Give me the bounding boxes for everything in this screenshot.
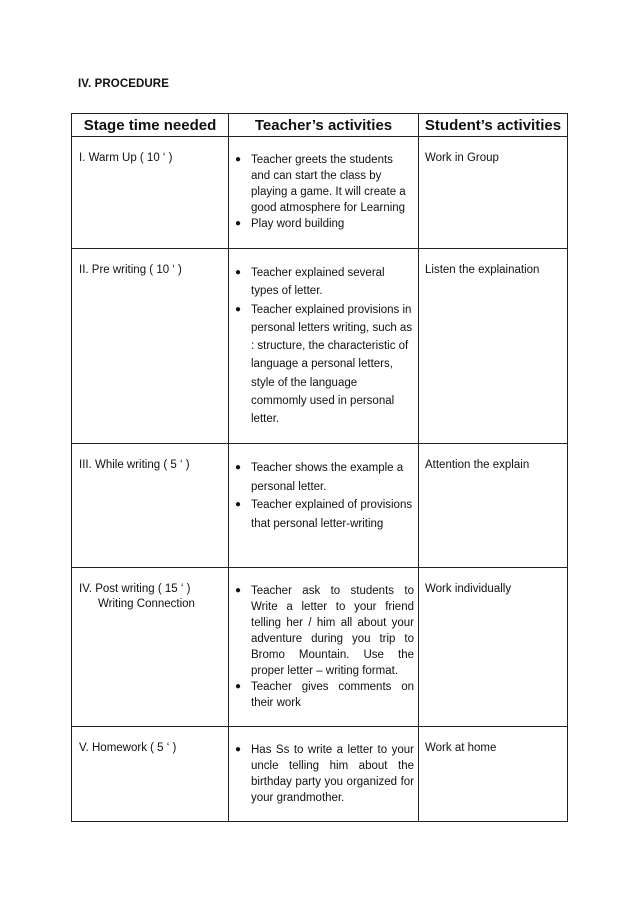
student-activity: Attention the explain [425, 459, 530, 471]
teacher-cell [229, 137, 419, 249]
list-item: ● Teacher ask to students to Write a letter to your friend telling her / him all about your adventure during you trip to Bromo Mountain. Use the proper letter – writing format. [235, 585, 414, 677]
teacher-activity-list [229, 137, 418, 232]
teacher-cell [229, 249, 419, 444]
list-item: ● Has Ss to write a letter to your uncle telling him about the birthday party you organized for your grandmother. [235, 744, 414, 804]
teacher-cell [229, 727, 419, 822]
teacher-activity-list [229, 249, 418, 429]
student-cell [419, 137, 568, 249]
section-heading: IV. PROCEDURE [78, 78, 169, 90]
stage-label: IV. Post writing ( 15 ‘ ) Writing Connection [72, 568, 228, 610]
stage-cell [72, 137, 229, 249]
student-cell [419, 249, 568, 444]
table-row [72, 568, 568, 727]
list-item: ● Teacher explained several types of letter. [229, 264, 414, 301]
student-activity: Work at home [425, 742, 497, 754]
bullet-icon: ● [235, 681, 242, 692]
student-activity: Work in Group [425, 152, 499, 164]
bullet-icon: ● [235, 499, 242, 510]
table-row [72, 249, 568, 444]
stage-label: V. Homework ( 5 ‘ ) [79, 742, 177, 754]
teacher-cell [229, 568, 419, 727]
stage-sub-label: Writing Connection [98, 598, 195, 610]
student-cell [419, 444, 568, 568]
list-item: ● Teacher gives comments on their work [235, 681, 414, 709]
bullet-icon: ● [235, 303, 242, 315]
bullet-icon: ● [235, 585, 242, 596]
student-cell [419, 568, 568, 727]
procedure-table [71, 113, 568, 822]
teacher-cell [229, 444, 419, 568]
column-header-student: Student’s activities [419, 114, 568, 137]
bullet-icon: ● [235, 218, 242, 229]
student-activity: Listen the explaination [425, 264, 540, 276]
stage-cell [72, 727, 229, 822]
student-activity: Work individually [425, 583, 512, 595]
teacher-activity-list [229, 444, 418, 533]
stage-label: I. Warm Up ( 10 ‘ ) [79, 152, 173, 164]
teacher-activity-list [229, 568, 418, 711]
stage-label: II. Pre writing ( 10 ‘ ) [79, 264, 182, 276]
list-item: ● Play word building [235, 218, 345, 230]
list-item: ● Teacher explained of provisions that personal letter-writing [229, 496, 414, 533]
teacher-activity-list [229, 727, 418, 806]
stage-cell [72, 444, 229, 568]
table-header-row [72, 114, 568, 137]
stage-cell [72, 568, 229, 727]
list-item: ● Teacher shows the example a personal letter. [229, 459, 414, 496]
stage-cell [72, 249, 229, 444]
stage-label: III. While writing ( 5 ‘ ) [79, 459, 190, 471]
bullet-icon: ● [235, 462, 242, 473]
bullet-icon: ● [235, 267, 242, 278]
table-row [72, 727, 568, 822]
list-item: ● Teacher greets the students and can start the class by playing a game. It will create a good atmosphere for Learning [235, 154, 406, 214]
student-cell [419, 727, 568, 822]
table-row [72, 137, 568, 249]
bullet-icon: ● [235, 744, 242, 755]
column-header-stage: Stage time needed [72, 114, 229, 137]
bullet-icon: ● [235, 154, 242, 165]
table-row [72, 444, 568, 568]
column-header-teacher: Teacher’s activities [229, 114, 419, 137]
list-item: ● Teacher explained provisions in personal letters writing, such as : structure, the characteristic of language a personal letters, style of the language commomly used in personal letter. [229, 301, 414, 429]
